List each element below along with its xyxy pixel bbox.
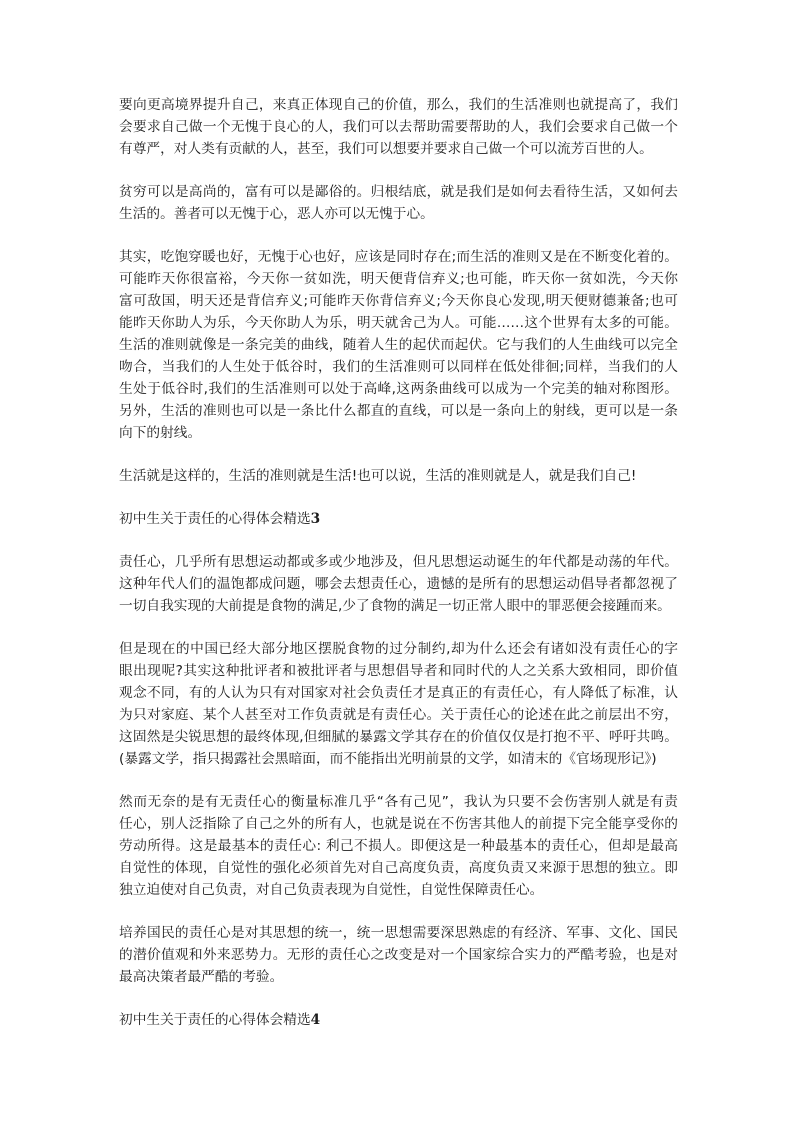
text-line: 劳动所得。这是最基本的责任心: 利己不损人。即便这是一种最基本的责任心，但却是最高 [119, 838, 678, 854]
text-line: 另外，生活的准则也可以是一条比什么都直的直线，可以是一条向上的射线，更可以是一条 [119, 403, 678, 419]
text-line: 的潜价值观和外来恶势力。无形的责任心之改变是对一个国家综合实力的严酷考验，也是对 [119, 947, 678, 963]
section-heading-4 [119, 1009, 678, 1031]
paragraph [119, 246, 678, 444]
heading-number: 4 [310, 1012, 321, 1028]
text-line: 有尊严，对人类有贡献的人，甚至，我们可以想要并要求自己做一个可以流芳百世的人。 [119, 141, 653, 157]
text-line: 生活就是这样的，生活的准则就是生活!也可以说，生活的准则就是人，就是我们自己! [119, 468, 637, 484]
text-line: 这固然是尖锐思想的最终体现,但细腻的暴露文学其存在的价值仅仅是打抱不平、呼吁共鸣。 [119, 729, 678, 745]
text-line: 生活的准则就像是一条完美的曲线，随着人生的起伏而起伏。它与我们的人生曲线可以完全 [119, 337, 678, 353]
paragraph [119, 181, 678, 225]
text-line: 自觉性的体现，自觉性的强化必须首先对自己高度负责，高度负责又来源于思想的独立。即 [119, 860, 678, 876]
paragraph [119, 791, 678, 901]
heading-text: 初中生关于责任的心得体会精选 [119, 511, 311, 527]
heading-text: 初中生关于责任的心得体会精选 [119, 1012, 311, 1028]
paragraph [119, 465, 678, 487]
text-line: 其实，吃饱穿暖也好，无愧于心也好，应该是同时存在;而生活的准则又是在不断变化着的。 [119, 249, 678, 265]
paragraph [119, 551, 678, 617]
paragraph [119, 922, 678, 988]
text-line: 责任心，几乎所有思想运动都或多或少地涉及，但凡思想运动诞生的年代都是动荡的年代。 [119, 554, 678, 570]
section-heading-3 [119, 508, 678, 530]
text-line: 能昨天你助人为乐，今天你助人为乐，明天就舍己为人。可能……这个世界有太多的可能。 [119, 315, 678, 331]
text-line: 向下的射线。 [119, 425, 202, 441]
text-line: 吻合，当我们的人生处于低谷时，我们的生活准则可以同样在低处徘徊;同样，当我们的人 [119, 359, 678, 375]
text-line: 会要求自己做一个无愧于良心的人，我们可以去帮助需要帮助的人，我们会要求自己做一个 [119, 119, 678, 135]
text-line: 培养国民的责任心是对其思想的统一，统一思想需要深思熟虑的有经济、军事、文化、国民 [119, 925, 678, 941]
heading-number: 3 [310, 511, 321, 527]
text-line: 生活的。善者可以无愧于心，恶人亦可以无愧于心。 [119, 206, 434, 222]
text-line: (暴露文学，指只揭露社会黑暗面，而不能指出光明前景的文学，如清末的《官场现形记》) [119, 751, 657, 767]
text-line: 但是现在的中国已经大部分地区摆脱食物的过分制约,却为什么还会有诸如没有责任心的字 [119, 641, 678, 657]
paragraph [119, 638, 678, 770]
text-line: 贫穷可以是高尚的，富有可以是鄙俗的。归根结底，就是我们是如何去看待生活，又如何去 [119, 184, 678, 200]
text-line: 任心，别人泛指除了自己之外的所有人，也就是说在不伤害其他人的前提下完全能享受你的 [119, 816, 678, 832]
text-line: 独立迫使对自己负责，对自己负责表现为自觉性，自觉性保障责任心。 [119, 882, 544, 898]
paragraph [119, 94, 678, 160]
text-line: 可能昨天你很富裕，今天你一贫如洗，明天便背信弃义;也可能，昨天你一贫如洗，今天你 [119, 271, 678, 287]
text-line: 生处于低谷时,我们的生活准则可以处于高峰,这两条曲线可以成为一个完美的轴对称图形。 [119, 381, 678, 397]
text-line: 眼出现呢?其实这种批评者和被批评者与思想倡导者和同时代的人之关系大致相同，即价值 [119, 663, 678, 679]
text-line: 这种年代人们的温饱都成问题，哪会去想责任心，遗憾的是所有的思想运动倡导者都忽视了 [119, 576, 678, 592]
text-line: 一切自我实现的大前提是食物的满足,少了食物的满足一切正常人眼中的罪恶便会接踵而来。 [119, 598, 671, 614]
text-line: 为只对家庭、某个人甚至对工作负责就是有责任心。关于责任心的论述在此之前层出不穷， [119, 707, 678, 723]
text-line: 然而无奈的是有无责任心的衡量标准几乎“各有己见”，我认为只要不会伤害别人就是有责 [119, 794, 678, 810]
text-line: 观念不同，有的人认为只有对国家对社会负责任才是真正的有责任心，有人降低了标准，认 [119, 685, 678, 701]
text-line: 最高决策者最严酷的考验。 [119, 969, 284, 985]
text-line: 富可敌国，明天还是背信弃义;可能昨天你背信弃义;今天你良心发现,明天便财德兼备;也可 [119, 293, 678, 309]
text-line: 要向更高境界提升自己，来真正体现自己的价值，那么，我们的生活准则也就提高了，我们 [119, 97, 678, 113]
